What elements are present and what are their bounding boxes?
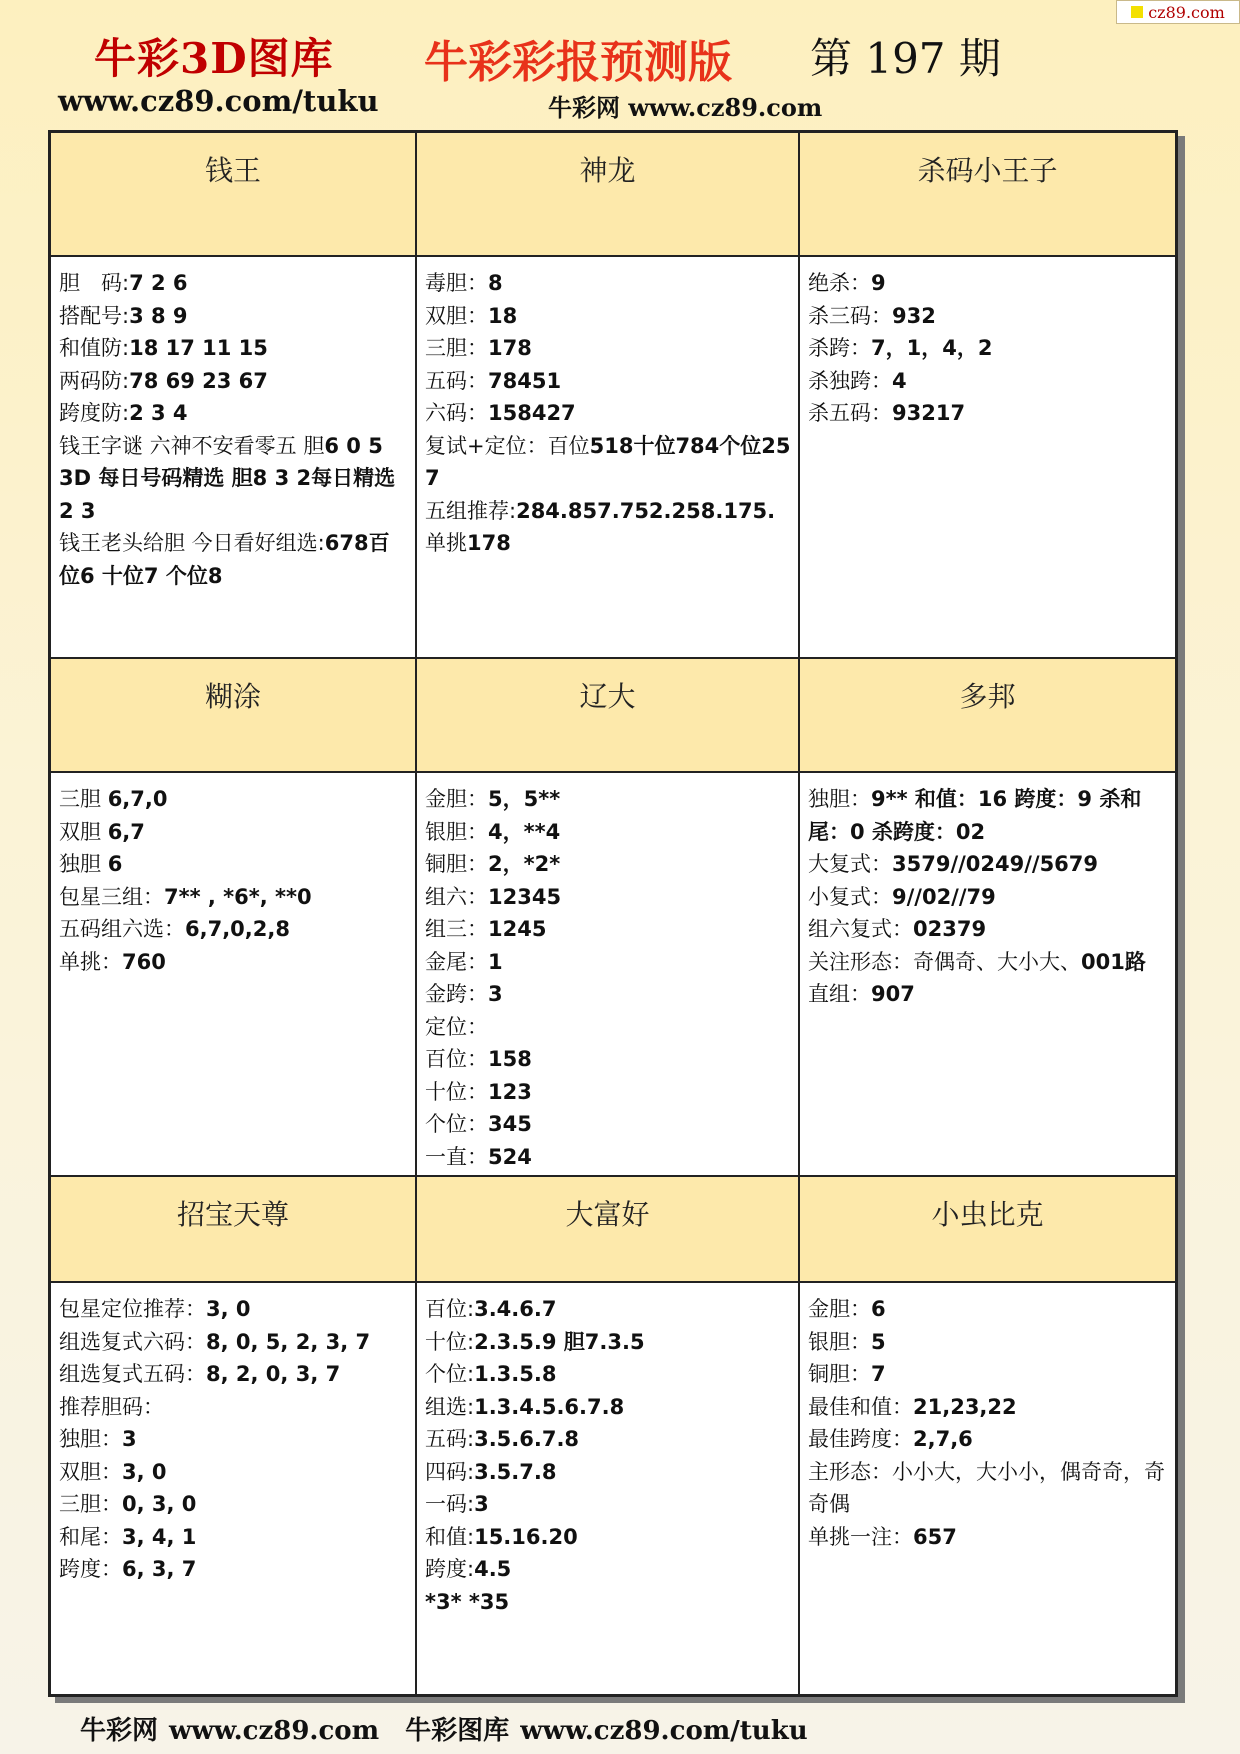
- prediction-line: [808, 783, 1169, 848]
- prediction-line: [808, 1293, 1169, 1326]
- prediction-line: [425, 495, 792, 528]
- line-label: 两码防:: [59, 368, 130, 393]
- line-label: 胆 码:: [59, 271, 130, 295]
- prediction-line: [808, 267, 1169, 300]
- line-value: 1.3.4.5.6.7.8: [474, 1394, 625, 1419]
- line-value: 4.5: [474, 1557, 512, 1581]
- line-label: 双胆: [59, 819, 108, 844]
- line-label: 金胆：: [425, 787, 488, 811]
- line-value: 3D 每日号码精选 胆8 3 2每日精选 2 3: [59, 466, 396, 523]
- prediction-line: [808, 848, 1169, 881]
- prediction-line: [425, 946, 792, 979]
- line-label: 五码：: [425, 368, 488, 393]
- line-label: 跨度:: [425, 1557, 475, 1581]
- line-label: 钱王字谜 六神不安看零五 胆: [59, 433, 325, 458]
- prediction-line: [425, 332, 792, 365]
- prediction-line: [425, 1456, 792, 1489]
- line-label: 推荐胆码：: [59, 1394, 164, 1419]
- line-value: 1.3.5.8: [474, 1362, 557, 1386]
- line-label: 和值防:: [59, 336, 130, 360]
- prediction-line: [425, 365, 792, 398]
- prediction-line: [425, 816, 792, 849]
- line-label: 银胆：: [425, 819, 488, 844]
- footer-links[interactable]: 牛彩网 www.cz89.com 牛彩图库 www.cz89.com/tuku: [80, 1716, 808, 1746]
- line-label: 小复式：: [808, 884, 892, 909]
- line-value: 6: [871, 1297, 886, 1321]
- line-value: 760: [122, 949, 166, 974]
- line-value: 178: [467, 531, 511, 555]
- prediction-line: [425, 881, 792, 914]
- line-value: 1: [488, 949, 503, 974]
- prediction-line: [425, 1488, 792, 1521]
- line-label: 跨度防:: [59, 401, 130, 425]
- line-label: 独胆: [59, 852, 108, 876]
- line-value: 345: [488, 1112, 532, 1136]
- line-label: 双胆：: [425, 303, 488, 328]
- line-value: 158427: [488, 401, 576, 425]
- prediction-line: [425, 978, 792, 1011]
- line-value: 3.4.6.7: [474, 1297, 557, 1321]
- watermark-text: cz89.com: [1148, 2, 1225, 22]
- line-label: 双胆：: [59, 1459, 122, 1484]
- line-label: 大复式：: [808, 852, 892, 876]
- prediction-line: [59, 332, 409, 365]
- yellow-square-icon: [1131, 6, 1143, 18]
- line-label: 最佳跨度：: [808, 1427, 913, 1451]
- line-label: 包星三组：: [59, 884, 164, 909]
- box-body: [800, 257, 1175, 659]
- box-title: 钱王: [51, 133, 417, 257]
- line-value: 158: [488, 1047, 532, 1071]
- prediction-line: [808, 397, 1169, 430]
- prediction-line: [425, 1076, 792, 1109]
- prediction-line: [59, 1423, 409, 1456]
- prediction-line: [425, 300, 792, 333]
- prediction-line: [59, 300, 409, 333]
- line-value: 178: [488, 336, 532, 360]
- line-label: 铜胆：: [808, 1362, 871, 1386]
- line-label: 组选复式六码：: [59, 1329, 206, 1354]
- line-value: 657: [913, 1524, 957, 1549]
- line-label: 包星定位推荐：: [59, 1297, 206, 1321]
- line-value: 6,7: [107, 819, 145, 844]
- line-label: 独胆：: [59, 1427, 122, 1451]
- line-label: 最佳和值：: [808, 1394, 913, 1419]
- line-value: 3.5.6.7.8: [474, 1427, 580, 1451]
- line-label: 钱王老头给胆 今日看好组选:: [59, 531, 325, 555]
- prediction-line: [425, 1358, 792, 1391]
- box-title: 神龙: [417, 133, 800, 257]
- line-value: 7** , *6*, **0: [164, 884, 312, 909]
- prediction-line: [59, 913, 409, 946]
- box-body: [51, 257, 417, 659]
- line-value: 3: [474, 1492, 489, 1516]
- prediction-line: [425, 1423, 792, 1456]
- line-value: 6, 3, 7: [122, 1557, 197, 1581]
- prediction-line: [808, 1456, 1169, 1521]
- line-value: 8, 2, 0, 3, 7: [206, 1362, 341, 1386]
- line-value: 6: [107, 852, 123, 876]
- line-label: 银胆：: [808, 1329, 871, 1354]
- prediction-line: [425, 1553, 792, 1586]
- line-label: 十位:: [425, 1329, 475, 1354]
- prediction-line: [425, 1108, 792, 1141]
- line-value: 21,23,22: [913, 1394, 1017, 1419]
- prediction-line: [425, 1326, 792, 1359]
- line-value: 5，5**: [488, 787, 561, 811]
- box-title: 小虫比克: [800, 1177, 1175, 1283]
- line-value: *3* *35: [425, 1589, 510, 1614]
- prediction-line: [59, 816, 409, 849]
- line-label: 组六复式：: [808, 917, 913, 941]
- prediction-line: [59, 848, 409, 881]
- box-title: 多邦: [800, 659, 1175, 773]
- line-value: 7，1，4，2: [871, 336, 993, 360]
- prediction-line: [425, 783, 792, 816]
- prediction-line: [425, 1586, 792, 1619]
- line-label: 独胆：: [808, 787, 871, 811]
- prediction-line: [425, 1043, 792, 1076]
- line-label: 单挑：: [59, 949, 122, 974]
- line-value: 78 69 23 67: [129, 368, 268, 393]
- line-value: 5: [871, 1329, 886, 1354]
- line-label: 毒胆：: [425, 271, 488, 295]
- line-label: 跨度：: [59, 1557, 122, 1581]
- line-value: 9//02//79: [892, 884, 996, 909]
- line-value: 02379: [913, 917, 987, 941]
- prediction-line: [808, 978, 1169, 1011]
- line-value: 3, 0: [206, 1297, 251, 1321]
- prediction-line: [808, 332, 1169, 365]
- line-label: 六码：: [425, 401, 488, 425]
- box-title: 大富好: [417, 1177, 800, 1283]
- line-label: 定位：: [425, 1014, 488, 1039]
- line-value: 9: [871, 271, 886, 295]
- site-url[interactable]: 牛彩网 www.cz89.com: [548, 93, 823, 122]
- prediction-line: [425, 430, 792, 495]
- prediction-line: [425, 1391, 792, 1424]
- prediction-line: [425, 267, 792, 300]
- prediction-line: [59, 1391, 409, 1424]
- line-value: 7: [871, 1362, 886, 1386]
- line-label: 铜胆：: [425, 852, 488, 876]
- prediction-line: [59, 1521, 409, 1554]
- line-value: 6,7,0,2,8: [185, 917, 290, 941]
- line-value: 7 2 6: [129, 271, 188, 295]
- prediction-line: [425, 913, 792, 946]
- line-value: 001路: [1081, 949, 1146, 974]
- line-label: 单挑一注：: [808, 1524, 913, 1549]
- prediction-line: [59, 462, 409, 527]
- prediction-line: [59, 527, 409, 592]
- prediction-line: [59, 1293, 409, 1326]
- box-body: [417, 257, 800, 659]
- prediction-line: [59, 783, 409, 816]
- line-value: 518十位784个位257: [425, 433, 791, 490]
- prediction-line: [59, 1488, 409, 1521]
- line-value: 678百位6 十位7 个位8: [59, 531, 390, 588]
- line-label: 五码:: [425, 1427, 475, 1451]
- line-label: 关注形态：奇偶奇、大小大、: [808, 949, 1081, 974]
- box-body: [417, 1283, 800, 1694]
- line-value: 12345: [488, 884, 562, 909]
- line-value: 6 0 5: [324, 433, 383, 458]
- line-label: 一直：: [425, 1144, 488, 1169]
- line-label: 组六：: [425, 884, 488, 909]
- prediction-line: [59, 430, 409, 463]
- prediction-line: [425, 527, 792, 560]
- issue-number: 第 197 期: [810, 34, 1001, 83]
- line-label: 金胆：: [808, 1297, 871, 1321]
- line-label: 杀五码：: [808, 401, 892, 425]
- line-value: 6,7,0: [107, 787, 168, 811]
- prediction-line: [425, 1293, 792, 1326]
- line-label: 直组：: [808, 982, 871, 1006]
- line-label: 三胆: [59, 787, 108, 811]
- prediction-line: [59, 1456, 409, 1489]
- line-value: 4，**4: [488, 819, 561, 844]
- prediction-line: [59, 267, 409, 300]
- line-label: 主形态：小小大，大小小，偶奇奇，奇奇偶: [808, 1459, 1165, 1516]
- line-value: 932: [892, 303, 936, 328]
- prediction-line: [808, 1423, 1169, 1456]
- line-label: 搭配号:: [59, 303, 130, 328]
- prediction-line: [425, 1141, 792, 1174]
- line-value: 18 17 11 15: [129, 336, 268, 360]
- prediction-line: [808, 1521, 1169, 1554]
- prediction-line: [59, 881, 409, 914]
- line-value: 3: [488, 982, 503, 1006]
- line-value: 3 8 9: [129, 303, 188, 328]
- prediction-line: [425, 1521, 792, 1554]
- box-title: 招宝天尊: [51, 1177, 417, 1283]
- line-label: 组选复式五码：: [59, 1362, 206, 1386]
- line-label: 五码组六选：: [59, 917, 185, 941]
- box-body: [417, 773, 800, 1177]
- line-value: 2 3 4: [129, 401, 188, 425]
- prediction-line: [808, 1326, 1169, 1359]
- tuku-url[interactable]: www.cz89.com/tuku: [58, 84, 379, 118]
- line-label: 金跨：: [425, 982, 488, 1006]
- prediction-line: [59, 1326, 409, 1359]
- watermark-badge: [1116, 0, 1240, 24]
- prediction-line: [808, 365, 1169, 398]
- prediction-line: [59, 365, 409, 398]
- line-value: 0, 3, 0: [122, 1492, 197, 1516]
- line-value: 2，*2*: [488, 852, 561, 876]
- line-label: 杀三码：: [808, 303, 892, 328]
- line-label: 杀独跨：: [808, 368, 892, 393]
- box-title: 辽大: [417, 659, 800, 773]
- line-value: 18: [488, 303, 518, 328]
- line-value: 123: [488, 1079, 532, 1104]
- prediction-line: [425, 848, 792, 881]
- prediction-line: [59, 1553, 409, 1586]
- line-label: 单挑: [425, 531, 467, 555]
- line-value: 78451: [488, 368, 562, 393]
- prediction-line: [808, 1391, 1169, 1424]
- prediction-line: [808, 300, 1169, 333]
- line-value: 8: [488, 271, 503, 295]
- line-value: 3579//0249//5679: [892, 852, 1099, 876]
- line-label: 组三：: [425, 917, 488, 941]
- line-label: 复试+定位：百位: [425, 433, 590, 458]
- line-value: 9** 和值：16 跨度：9 杀和尾：0 杀跨度：02: [808, 787, 1142, 844]
- line-label: 组选:: [425, 1394, 475, 1419]
- box-body: [51, 1283, 417, 1694]
- line-label: 杀跨：: [808, 336, 871, 360]
- line-value: 4: [892, 368, 907, 393]
- prediction-line: [59, 946, 409, 979]
- brand-title: 牛彩3D图库: [94, 34, 334, 83]
- line-value: 284.857.752.258.175.: [516, 498, 776, 523]
- box-title: 糊涂: [51, 659, 417, 773]
- line-label: 个位:: [425, 1362, 475, 1386]
- line-label: 和值:: [425, 1524, 475, 1549]
- prediction-line: [808, 913, 1169, 946]
- box-title: 杀码小王子: [800, 133, 1175, 257]
- line-label: 金尾：: [425, 949, 488, 974]
- line-value: 2,7,6: [913, 1427, 973, 1451]
- line-value: 15.16.20: [474, 1524, 578, 1549]
- box-body: [51, 773, 417, 1177]
- line-label: 三胆：: [425, 336, 488, 360]
- headline: 牛彩彩报预测版: [424, 37, 732, 88]
- box-body: [800, 1283, 1175, 1694]
- line-value: 907: [871, 982, 915, 1006]
- prediction-line: [59, 1358, 409, 1391]
- prediction-line: [59, 397, 409, 430]
- prediction-line: [425, 1011, 792, 1044]
- line-label: 十位：: [425, 1079, 488, 1104]
- prediction-table: [48, 130, 1178, 1697]
- line-value: 93217: [892, 401, 966, 425]
- prediction-line: [808, 946, 1169, 979]
- line-value: 1245: [488, 917, 547, 941]
- line-label: 绝杀：: [808, 271, 871, 295]
- line-label: 百位：: [425, 1047, 488, 1071]
- line-label: 和尾：: [59, 1524, 122, 1549]
- line-label: 个位：: [425, 1112, 488, 1136]
- line-value: 3: [122, 1427, 137, 1451]
- line-label: 百位:: [425, 1297, 475, 1321]
- line-label: 四码:: [425, 1459, 475, 1484]
- line-value: 8, 0, 5, 2, 3, 7: [206, 1329, 371, 1354]
- box-body: [800, 773, 1175, 1177]
- line-value: 3.5.7.8: [474, 1459, 557, 1484]
- prediction-line: [808, 881, 1169, 914]
- line-value: 2.3.5.9 胆7.3.5: [474, 1329, 645, 1354]
- prediction-line: [425, 397, 792, 430]
- line-value: 3, 0: [122, 1459, 167, 1484]
- line-label: 五组推荐:: [425, 498, 517, 523]
- line-value: 524: [488, 1144, 532, 1169]
- line-value: 3, 4, 1: [122, 1524, 197, 1549]
- line-label: 一码:: [425, 1492, 475, 1516]
- line-label: 三胆：: [59, 1492, 122, 1516]
- prediction-line: [808, 1358, 1169, 1391]
